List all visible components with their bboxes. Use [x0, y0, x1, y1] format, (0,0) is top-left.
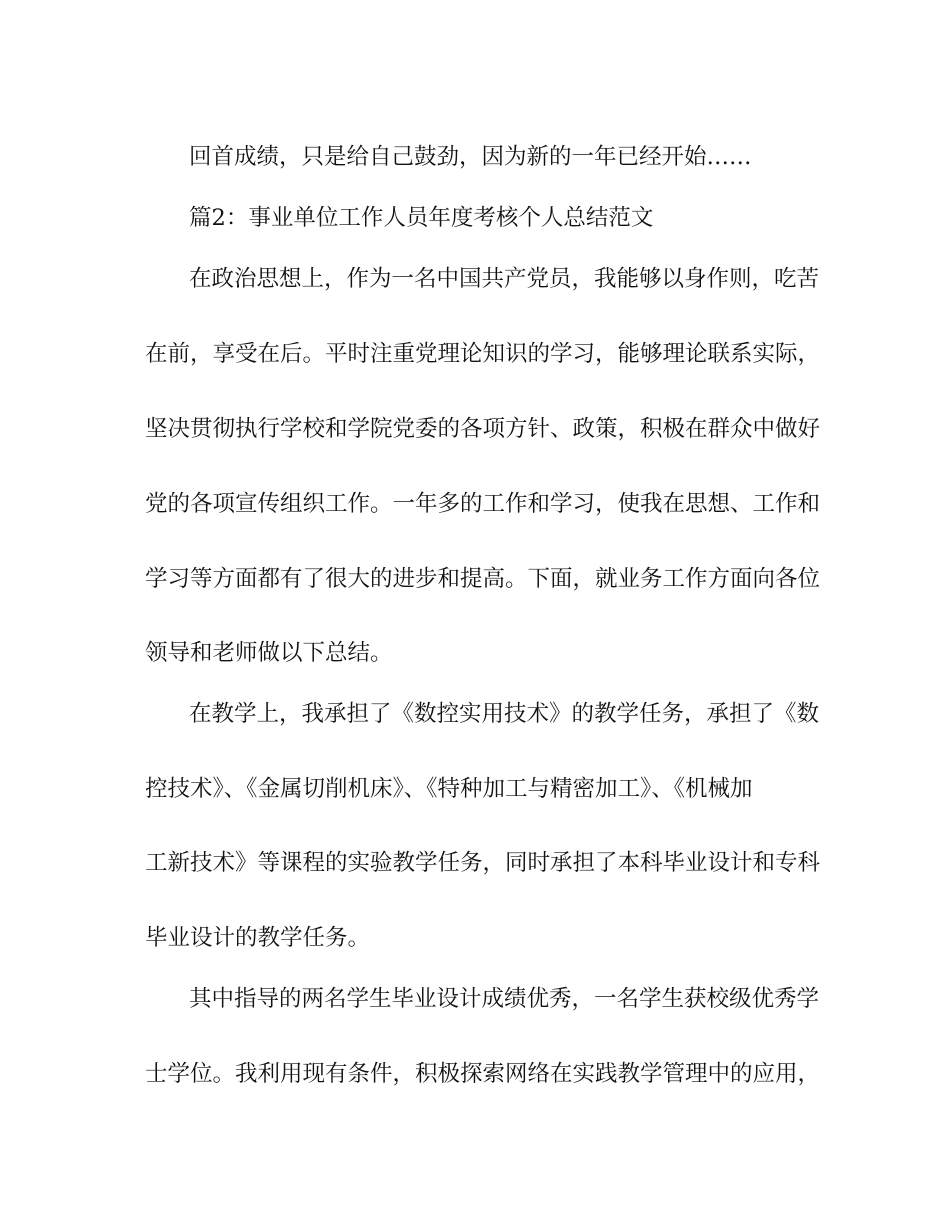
paragraph-teaching-line-2: 控技术》、《金属切削机床》、《特种加工与精密加工》、《机械加 [145, 776, 753, 802]
section-heading: 篇2：事业单位工作人员年度考核个人总结范文 [189, 205, 654, 231]
paragraph-students-line-1: 其中指导的两名学生毕业设计成绩优秀，一名学生获校级优秀学 [189, 986, 820, 1012]
closing-sentence: 回首成绩，只是给自己鼓劲，因为新的一年已经开始…… [189, 144, 752, 170]
paragraph-political-line-3: 坚决贯彻执行学校和学院党委的各项方针、政策，积极在群众中做好 [145, 416, 821, 442]
paragraph-teaching-line-3: 工新技术》等课程的实验教学任务，同时承担了本科毕业设计和专科 [145, 850, 821, 876]
paragraph-teaching-line-1: 在教学上，我承担了《数控实用技术》的教学任务，承担了《数 [189, 701, 820, 727]
paragraph-political-line-6: 领导和老师做以下总结。 [145, 640, 393, 666]
paragraph-political-line-2: 在前，享受在后。平时注重党理论知识的学习，能够理论联系实际， [145, 341, 821, 367]
paragraph-political-line-4: 党的各项宣传组织工作。一年多的工作和学习，使我在思想、工作和 [145, 491, 821, 517]
paragraph-teaching-line-4: 毕业设计的教学任务。 [145, 925, 371, 951]
paragraph-political-line-1: 在政治思想上，作为一名中国共产党员，我能够以身作则，吃苦 [189, 266, 820, 292]
paragraph-political-line-5: 学习等方面都有了很大的进步和提高。下面，就业务工作方面向各位 [145, 566, 821, 592]
paragraph-students-line-2: 士学位。我利用现有条件，积极探索网络在实践教学管理中的应用， [145, 1061, 821, 1087]
